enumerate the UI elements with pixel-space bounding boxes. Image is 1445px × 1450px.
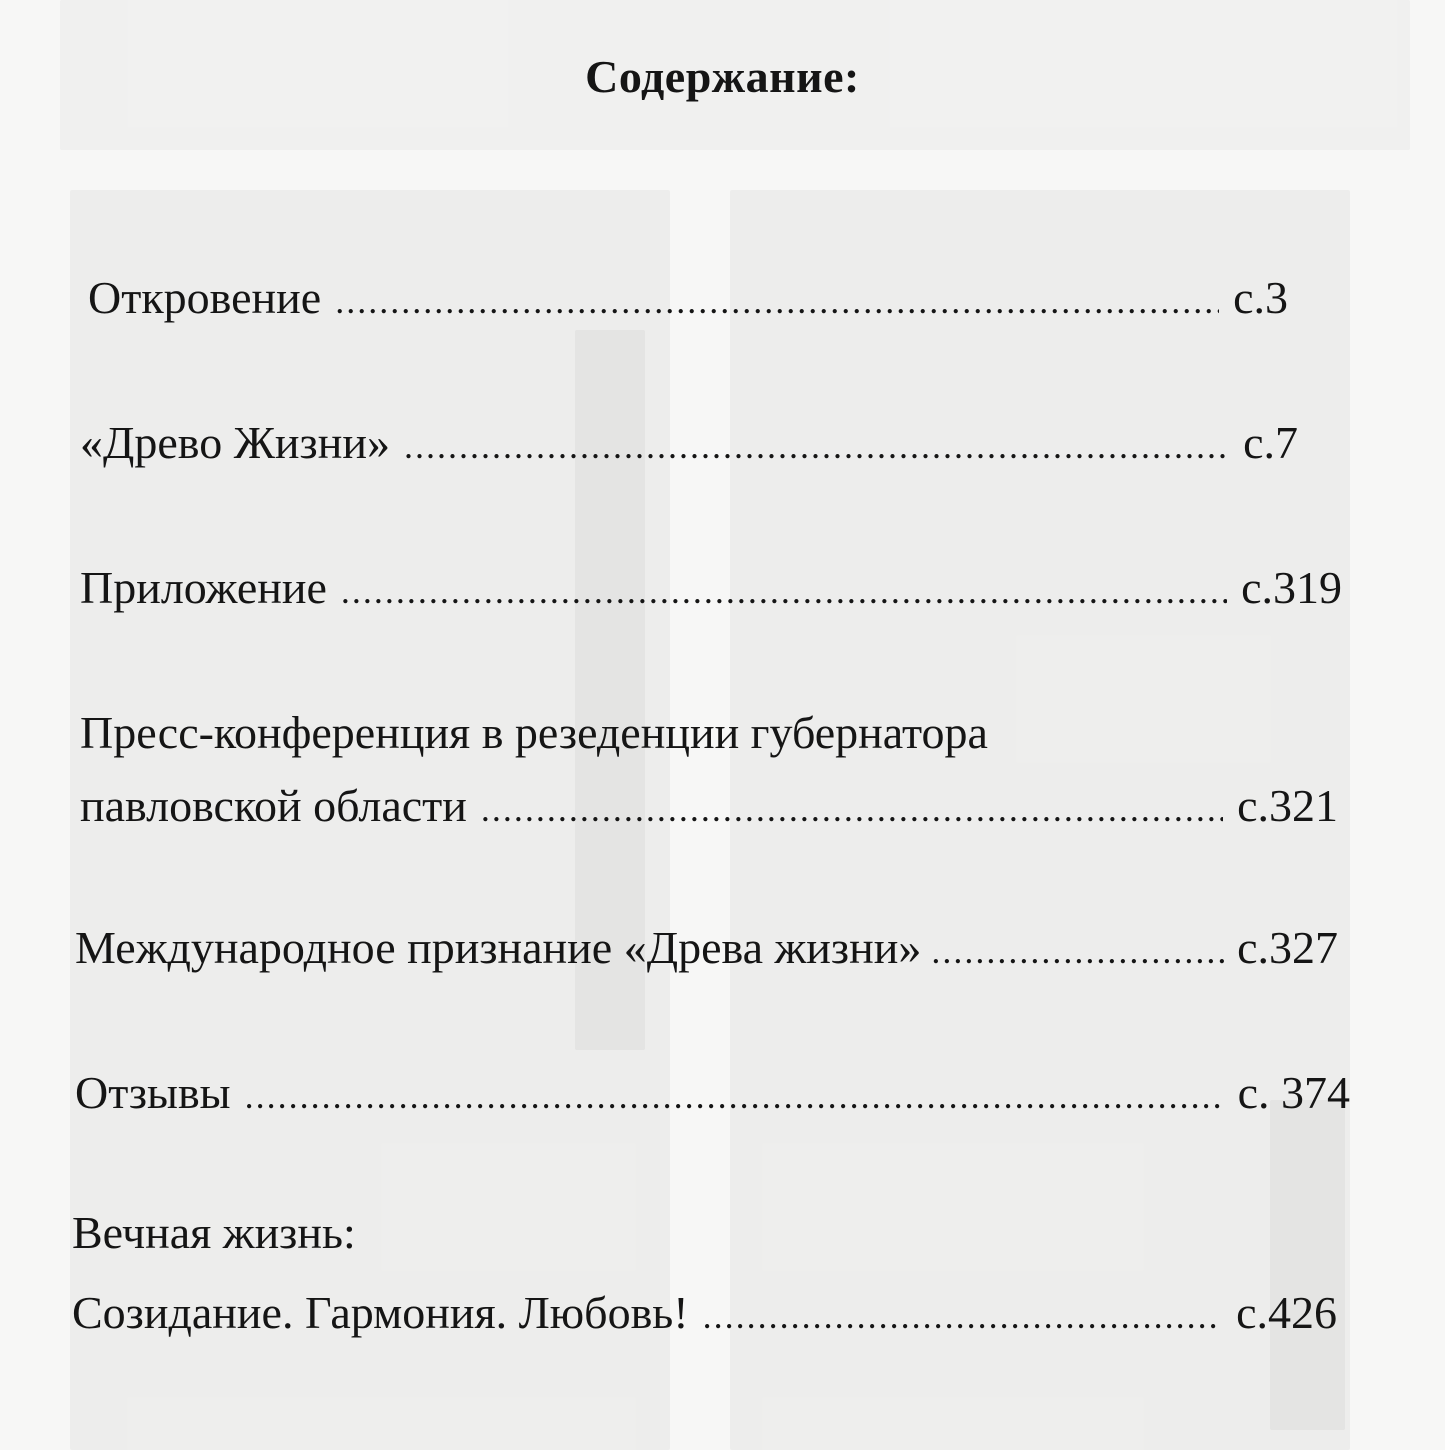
toc-entry [80, 780, 1338, 831]
toc-entry-title: Созидание. Гармония. Любовь! [72, 1287, 689, 1338]
toc-entry-title: Международное признание «Древа жизни» [75, 922, 922, 973]
toc-leader-dots [341, 573, 1227, 609]
toc-entry-title-line1: Пресс-конференция в резеденции губернатора [80, 707, 988, 758]
page-show-through [1270, 1100, 1345, 1430]
toc-entry-title: «Древо Жизни» [80, 417, 390, 468]
toc-entry-title: Отзывы [75, 1067, 231, 1118]
toc-entry [75, 922, 1338, 973]
toc-leader-dots [481, 791, 1223, 827]
toc-entry-page: с.321 [1237, 780, 1338, 831]
toc-leader-dots [703, 1298, 1222, 1334]
toc-leader-dots [404, 428, 1229, 464]
toc-leader-dots [335, 283, 1219, 319]
toc-entry [88, 272, 1288, 323]
toc-entry-title: павловской области [80, 780, 467, 831]
toc-entry-page: с.7 [1243, 417, 1298, 468]
toc-entry [75, 1067, 1350, 1118]
toc-leader-dots [245, 1078, 1224, 1114]
toc-leader-dots [931, 933, 1227, 969]
toc-entry-title: Приложение [80, 562, 327, 613]
toc-entry [80, 562, 1342, 613]
toc-entry-title: Откровение [88, 272, 322, 323]
toc-entry-page: с.426 [1236, 1287, 1337, 1338]
toc-entry [80, 417, 1298, 468]
toc-entry [72, 1287, 1337, 1338]
toc-entry-page: с.3 [1233, 272, 1288, 323]
toc-entry-page: с. 374 [1237, 1067, 1350, 1118]
toc-entry-page: с.327 [1237, 922, 1338, 973]
toc-entry-page: с.319 [1241, 562, 1342, 613]
toc-entry-title-line1: Вечная жизнь: [72, 1207, 356, 1258]
contents-heading: Содержание: [585, 51, 860, 102]
